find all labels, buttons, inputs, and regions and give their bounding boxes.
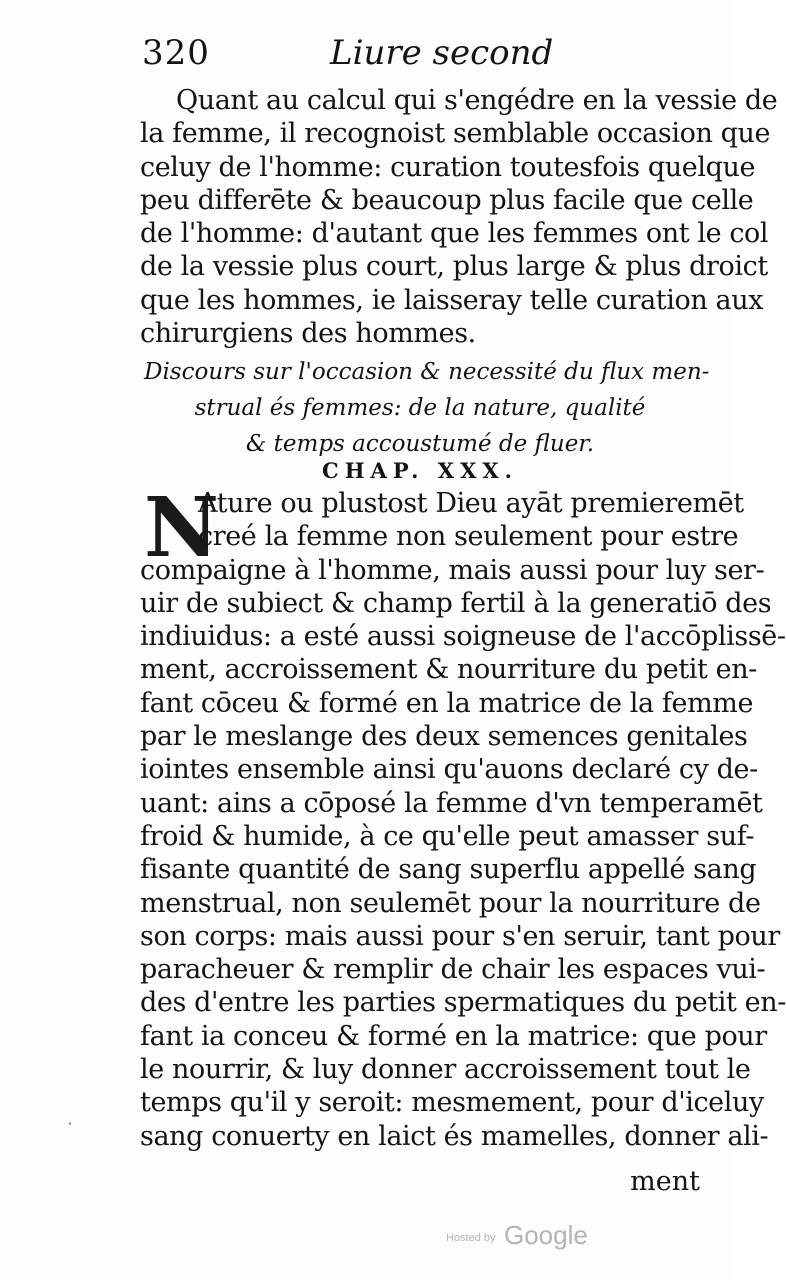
running-head: Liure second <box>330 33 554 73</box>
text-line: de l'homme: d'autant que les femmes ont le col <box>140 218 769 250</box>
text-line: le nourrir, & luy donner accroissement tout le <box>140 1054 751 1086</box>
text-line: paracheuer & remplir de chair les espaces vui- <box>140 954 766 986</box>
text-line: de la vessie plus court, plus large & plus droict <box>140 251 768 283</box>
text-line: uir de subiect & champ fertil à la generatiō des <box>140 587 772 619</box>
chapter-number: CHAP. XXX. <box>322 458 518 483</box>
text-line: iointes ensemble ainsi qu'auons declaré cy de- <box>140 754 758 786</box>
chapter-title-line: Discours sur l'occasion & necessité du flux men- <box>144 359 710 385</box>
margin-mark: ˙ <box>66 1120 74 1139</box>
text-line: des d'entre les parties spermatiques du petit en- <box>140 987 786 1019</box>
watermark-caption: Hosted by <box>446 1232 496 1244</box>
text-line: celuy de l'homme: curation toutesfois quelque <box>140 151 756 183</box>
catchword: ment <box>630 1166 700 1197</box>
page-header <box>142 28 562 78</box>
text-line: fant ia conceu & formé en la matrice: que pour <box>140 1020 767 1052</box>
text-line: peu differēte & beaucoup plus facile que celle <box>140 184 754 216</box>
text-line: compaigne à l'homme, mais aussi pour luy ser- <box>140 554 765 586</box>
text-line: fisante quantité de sang superflu appellé sang <box>140 854 757 886</box>
text-line: chirurgiens des hommes. <box>140 318 476 350</box>
text-line: sang conuerty en laict és mamelles, donner ali- <box>140 1120 769 1152</box>
text-line: indiuidus: a esté aussi soigneuse de l'accōplissē- <box>140 621 786 653</box>
drop-cap: N <box>144 480 219 576</box>
text-line: son corps: mais aussi pour s'en seruir, tant pour <box>140 920 780 952</box>
text-line: Ature ou plustost Dieu ayāt premieremēt <box>198 488 744 519</box>
text-line: que les hommes, ie laisseray telle curation aux <box>140 284 764 316</box>
text-line: fant cōceu & formé en la matrice de la femme <box>140 687 754 719</box>
chapter-title <box>140 354 710 462</box>
chapter-title-line: & temps accoustumé de fluer. <box>245 431 595 457</box>
text-line: temps qu'il y seroit: mesmement, pour d'iceluy <box>140 1087 764 1119</box>
page-number: 320 <box>142 33 210 73</box>
text-line: ment, accroissement & nourriture du petit en- <box>140 654 757 686</box>
google-logo: Google <box>504 1220 588 1250</box>
text-line: Quant au calcul qui s'engédre en la vessie de <box>176 85 778 116</box>
hosted-by-watermark <box>446 1220 606 1256</box>
text-line: froid & humide, à ce qu'elle peut amasser suf- <box>140 820 755 852</box>
text-line: menstrual, non seulemēt pour la nourriture de <box>140 887 761 919</box>
paragraph-calculus <box>140 84 778 350</box>
text-line: par le meslange des deux semences genitales <box>140 721 748 753</box>
text-line: uant: ains a cōposé la femme d'vn temperamēt <box>140 787 763 819</box>
text-line: creé la femme non seulement pour estre <box>198 521 739 553</box>
chapter-title-line: strual és femmes: de la nature, qualité <box>194 395 646 421</box>
paragraph-menstrual <box>140 480 786 1153</box>
text-line: la femme, il recognoist semblable occasion que <box>140 118 771 150</box>
